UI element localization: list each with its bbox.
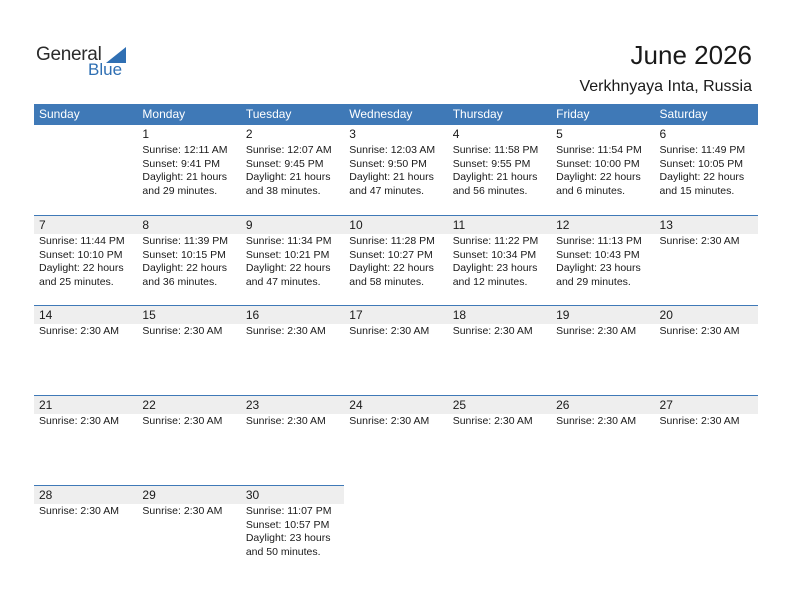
day-info [241,234,344,289]
weekday-saturday: Saturday [659,107,708,121]
week-row [34,485,758,575]
day-cell [137,215,240,305]
day-info [448,234,551,289]
day-header [551,125,654,143]
weekday-header [34,104,758,125]
day-info-line: Sunrise: 12:11 AM [142,144,228,156]
empty-day-cell [344,485,447,575]
day-cell [137,305,240,395]
empty-day-cell [34,125,137,215]
day-info-line: and 25 minutes. [39,275,114,288]
day-info-line: Daylight: 22 hours [556,171,641,183]
day-header [34,125,137,143]
day-number: 27 [659,398,673,412]
day-number: 8 [142,218,150,232]
day-info-line: Daylight: 21 hours [142,171,228,183]
day-cell [34,485,137,575]
day-info-line: Sunrise: 2:30 AM [142,415,223,427]
weekday-sunday: Sunday [39,107,80,121]
day-info [241,414,344,429]
day-number: 2 [245,127,253,141]
day-cell [551,125,654,215]
day-info-line: and 29 minutes. [556,275,631,288]
day-info-line: Sunrise: 11:07 PM [245,505,332,517]
day-cell [137,485,240,575]
day-header [137,395,240,414]
day-number: 24 [349,398,363,412]
day-header [448,125,551,143]
weeks-container [34,125,758,575]
day-cell [655,125,758,215]
day-header [344,305,447,324]
day-info [34,414,137,429]
weekday-friday: Friday [556,107,590,121]
day-header [655,215,758,234]
day-header [137,125,240,143]
day-cell [344,305,447,395]
day-info-line: Sunrise: 11:39 PM [142,235,229,247]
day-info-line: Sunset: 9:55 PM [452,157,531,170]
day-number: 20 [659,308,673,322]
day-info [241,504,344,559]
day-info [34,324,137,339]
day-info-line: Sunrise: 2:30 AM [452,325,533,337]
empty-day-cell [655,485,758,575]
day-info-line: and 29 minutes. [142,184,218,197]
week-row [34,125,758,215]
day-info-line: Sunrise: 11:28 PM [349,235,435,247]
day-number: 10 [349,218,363,232]
day-header [655,305,758,324]
day-info-line: Daylight: 22 hours [39,262,124,274]
calendar-grid [34,104,758,575]
day-cell [34,395,137,485]
day-number: 26 [556,398,570,412]
day-number: 5 [556,127,563,141]
empty-day-cell [551,485,654,575]
day-header [241,215,344,234]
day-info-line: Sunrise: 2:30 AM [245,415,326,427]
day-number: 17 [349,308,363,322]
day-info-line: Sunrise: 2:30 AM [659,325,740,337]
day-info [344,414,447,429]
day-info-line: Sunset: 10:27 PM [349,248,433,261]
day-info-line: Daylight: 22 hours [349,262,434,274]
day-number: 25 [452,398,467,412]
day-info [34,234,137,289]
weekday-thursday: Thursday [452,107,503,121]
day-info-line: Sunset: 10:10 PM [39,248,123,261]
day-info [551,324,654,339]
day-cell [34,305,137,395]
day-cell [448,395,551,485]
day-header [344,125,447,143]
day-cell [655,215,758,305]
day-header [34,395,137,414]
day-info [551,414,654,429]
day-number: 22 [142,398,156,412]
day-info [344,143,447,198]
day-header [34,305,137,324]
day-info-line: Sunrise: 11:58 PM [452,144,539,156]
weekday-wednesday: Wednesday [349,107,413,121]
day-header [344,395,447,414]
day-info-line: Sunrise: 2:30 AM [39,505,119,517]
day-number: 6 [659,127,667,141]
day-info-line: Sunrise: 2:30 AM [142,325,223,337]
day-info [655,414,758,429]
day-number: 14 [39,308,53,322]
day-info-line: and 15 minutes. [659,184,735,197]
day-info-line: and 50 minutes. [245,545,321,558]
day-info-line: Sunset: 10:00 PM [556,157,640,170]
day-info [34,504,137,519]
day-info-line: Sunset: 9:45 PM [245,157,324,170]
day-info-line: and 38 minutes. [245,184,321,197]
day-number: 18 [452,308,467,322]
day-header [241,395,344,414]
empty-day-cell [448,485,551,575]
day-number: 12 [556,218,570,232]
day-number: 11 [452,218,466,232]
day-header [241,305,344,324]
day-info [448,143,551,198]
day-info [655,143,758,198]
day-number: 1 [142,127,150,141]
day-info [137,414,240,429]
day-header [551,395,654,414]
day-header [551,215,654,234]
day-info [137,143,240,198]
day-header [448,305,551,324]
day-info-line: Daylight: 23 hours [452,262,538,274]
day-info-line: Daylight: 22 hours [245,262,331,274]
day-info-line: Sunset: 10:05 PM [659,157,743,170]
day-info [448,414,551,429]
day-cell [448,125,551,215]
day-info-line: Sunrise: 2:30 AM [349,415,430,427]
day-info-line: Sunrise: 2:30 AM [556,325,637,337]
day-info [137,504,240,519]
day-cell [655,305,758,395]
day-info [551,234,654,289]
day-info-line: and 47 minutes. [245,275,321,288]
day-header [241,125,344,143]
day-header [344,215,447,234]
day-header [34,215,137,234]
day-info [551,143,654,198]
week-row [34,305,758,395]
day-info-line: Sunrise: 2:30 AM [142,505,223,517]
day-number: 28 [39,488,53,502]
week-row [34,215,758,305]
weekday-monday: Monday [142,107,186,121]
week-row [34,395,758,485]
day-info-line: Sunrise: 2:30 AM [349,325,430,337]
day-header [448,215,551,234]
day-header [551,305,654,324]
day-info-line: and 12 minutes. [452,275,528,288]
day-info [344,234,447,289]
day-info-line: Sunrise: 11:22 PM [452,235,539,247]
day-info-line: Sunrise: 2:30 AM [452,415,533,427]
day-info-line: Daylight: 22 hours [142,262,228,274]
day-info-line: Sunrise: 2:30 AM [39,325,119,337]
calendar-title: June 2026 [630,40,752,70]
day-header [344,485,447,503]
day-info-line: Sunset: 10:57 PM [245,518,330,531]
day-cell [241,125,344,215]
day-info-line: Sunset: 9:41 PM [142,157,221,170]
day-number: 3 [349,127,356,141]
day-header [241,485,344,504]
day-info-line: Sunrise: 12:07 AM [245,144,332,156]
day-cell [344,395,447,485]
day-info [655,234,758,249]
day-header [655,485,758,503]
day-info-line: and 36 minutes. [142,275,218,288]
day-header [137,305,240,324]
day-cell [34,215,137,305]
day-info-line: Sunrise: 11:34 PM [245,235,332,247]
day-number: 7 [39,218,46,232]
day-info-line: Sunrise: 11:54 PM [556,144,642,156]
day-info-line: Sunrise: 2:30 AM [556,415,637,427]
day-number: 13 [659,218,673,232]
logo-blue-text: Blue [88,60,123,79]
day-header [34,485,137,504]
day-cell [448,215,551,305]
day-cell [551,305,654,395]
day-cell [241,215,344,305]
day-info-line: Sunset: 9:50 PM [349,157,427,170]
day-info-line: Sunset: 10:43 PM [556,248,640,261]
day-info-line: Daylight: 22 hours [659,171,745,183]
day-info-line: Sunrise: 11:49 PM [659,144,746,156]
day-info-line: Daylight: 21 hours [452,171,538,183]
day-header [448,485,551,503]
day-info-line: and 58 minutes. [349,275,424,288]
day-info-line: Sunrise: 2:30 AM [659,235,740,247]
day-cell [241,485,344,575]
day-number: 4 [452,127,460,141]
day-info-line: Sunrise: 2:30 AM [39,415,119,427]
day-cell [448,305,551,395]
day-cell [137,125,240,215]
day-cell [551,395,654,485]
day-cell [551,215,654,305]
weekday-tuesday: Tuesday [245,107,292,121]
day-info-line: Daylight: 21 hours [349,171,434,183]
day-info-line: and 47 minutes. [349,184,424,197]
day-header [137,485,240,504]
day-info-line: Sunrise: 12:03 AM [349,144,436,156]
day-cell [655,395,758,485]
day-number: 9 [245,218,253,232]
day-info [344,324,447,339]
day-info [241,143,344,198]
day-cell [344,125,447,215]
day-number: 16 [245,308,260,322]
day-header [655,395,758,414]
day-header [448,395,551,414]
day-number: 21 [39,398,53,412]
day-info-line: Sunrise: 11:44 PM [39,235,125,247]
day-number: 19 [556,308,570,322]
day-header [551,485,654,503]
day-info [448,324,551,339]
day-info-line: Sunset: 10:15 PM [142,248,226,261]
day-info-line: Sunrise: 11:13 PM [556,235,642,247]
day-header [137,215,240,234]
day-info [137,324,240,339]
day-number: 23 [245,398,260,412]
day-number: 29 [142,488,156,502]
logo [36,44,136,80]
day-info-line: Sunset: 10:21 PM [245,248,330,261]
day-info [655,324,758,339]
day-info [137,234,240,289]
day-cell [344,215,447,305]
day-info-line: Sunrise: 2:30 AM [245,325,326,337]
day-info-line: Sunset: 10:34 PM [452,248,537,261]
day-number: 30 [245,488,260,502]
day-info [241,324,344,339]
day-info-line: Daylight: 21 hours [245,171,331,183]
logo-general-text: General [36,44,102,65]
day-cell [137,395,240,485]
day-cell [241,395,344,485]
day-cell [241,305,344,395]
day-info-line: Daylight: 23 hours [556,262,641,274]
day-info-line: and 6 minutes. [556,184,625,197]
day-number: 15 [142,308,156,322]
day-info-line: Sunrise: 2:30 AM [659,415,740,427]
day-info-line: and 56 minutes. [452,184,528,197]
day-info-line: Daylight: 23 hours [245,532,331,544]
day-header [655,125,758,143]
calendar-location: Verkhnyaya Inta, Russia [579,78,752,95]
